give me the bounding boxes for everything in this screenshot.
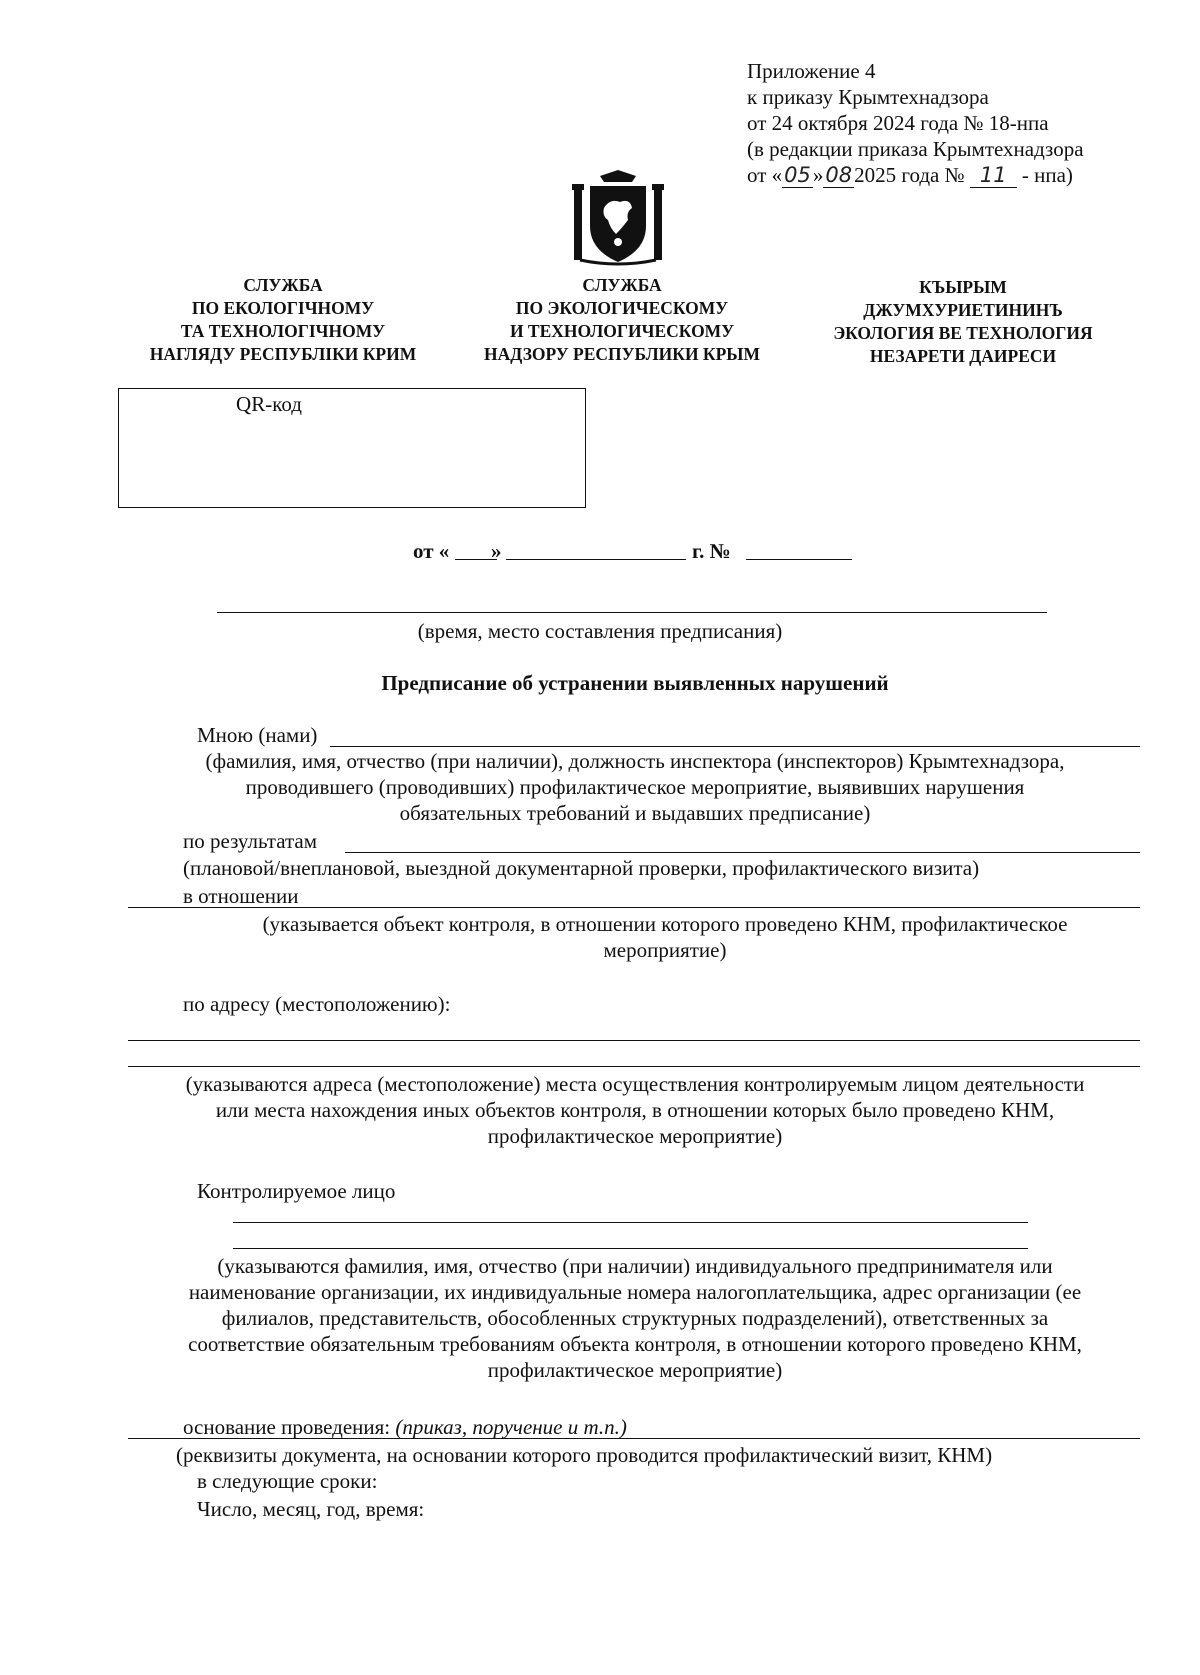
results-caption: (плановой/внеплановой, выездной документарной проверки, профилактического визита) [183, 856, 980, 880]
results-label: по результатам [183, 829, 318, 853]
qr-code-label: QR-код [236, 392, 302, 416]
results-blank-line [345, 852, 1140, 853]
controlled-caption: (указываются фамилия, имя, отчество (при наличии) индивидуального предпринимателя или наименование организации, их индивидуальные номера налогоплательщика, адрес организации (ее филиалов, представительств, обособленных структурных подразделений), ответственных за соответствие обязательным требованиям объекта контроля, в отношении которого проведено КНМ, профилактическое мероприятие) [188, 1254, 1082, 1382]
inspector-blank-line [330, 746, 1140, 747]
regarding-label: в отношении [183, 884, 299, 908]
basis-row [183, 1414, 627, 1440]
year-number-label: г. № [692, 539, 731, 563]
regarding-blank-line [128, 907, 1140, 908]
basis-blank-line [128, 1438, 1140, 1439]
header-ukrainian: СЛУЖБА ПО ЕКОЛОГІЧНОМУ ТА ТЕХНОЛОГІЧНОМУ НАГЛЯДУ РЕСПУБЛІКИ КРИМ [149, 275, 417, 364]
address-blank-line-2 [128, 1066, 1140, 1067]
address-label: по адресу (местоположению): [183, 992, 451, 1016]
appendix-number-suffix: - нпа) [1021, 163, 1073, 187]
appendix-line-3: от 24 октября 2024 года № 18-нпа [747, 111, 1049, 135]
coat-of-arms-emblem [570, 168, 666, 268]
object-caption: (указывается объект контроля, в отношении которого проведено КНМ, профилактическое мероприятие) [262, 912, 1068, 962]
appendix-number-handwritten: 11 [970, 163, 1017, 188]
controlled-blank-line-1 [233, 1222, 1028, 1223]
address-blank-line-1 [128, 1040, 1140, 1041]
terms-label: в следующие сроки: [197, 1469, 378, 1493]
date-close-quote: » [491, 539, 502, 563]
appendix-day-handwritten: 05 [784, 163, 811, 187]
header-crimean-tatar: КЪЫРЫМ ДЖУМХУРИЕТИНИНЪ ЭКОЛОГИЯ ВЕ ТЕХНОЛОГИЯ НЕЗАРЕТИ ДАИРЕСИ [833, 277, 1093, 366]
controlled-person-label: Контролируемое лицо [197, 1179, 396, 1203]
inspector-caption: (фамилия, имя, отчество (при наличии), должность инспектора (инспекторов) Крымтехнадзора, проводившего (проводивших) профилактическое мероприятие, выявивших нарушения обязательных требований и выдавших предписание) [205, 749, 1065, 825]
appendix-date-mid: » [812, 163, 824, 187]
appendix-line-1: Приложение 4 [747, 59, 876, 83]
datetime-label: Число, месяц, год, время: [197, 1497, 425, 1521]
basis-label: основание проведения: [183, 1415, 391, 1439]
address-caption: (указываются адреса (местоположение) места осуществления контролируемым лицом деятельности или места нахождения иных объектов контроля, в отношении которых было проведено КНМ, профилактическое мероприятие) [185, 1072, 1085, 1148]
appendix-line-4: (в редакции приказа Крымтехнадзора [747, 137, 1084, 161]
header-russian: СЛУЖБА ПО ЭКОЛОГИЧЕСКОМУ И ТЕХНОЛОГИЧЕСКОМУ НАДЗОРУ РЕСПУБЛИКИ КРЫМ [483, 275, 761, 364]
appendix-date-prefix: от « [747, 163, 783, 187]
inspector-label: Мною (нами) [197, 723, 318, 747]
document-title: Предписание об устранении выявленных нарушений [381, 671, 889, 695]
controlled-blank-line-2 [233, 1248, 1028, 1249]
basis-caption: (реквизиты документа, на основании которого проводится профилактический визит, КНМ) [176, 1443, 993, 1467]
appendix-line-5 [747, 162, 1073, 188]
place-blank-line [217, 612, 1047, 613]
qr-code-box [118, 388, 586, 508]
date-prefix: от « [413, 539, 450, 563]
month-blank [506, 559, 686, 560]
appendix-line-2: к приказу Крымтехнадзора [747, 85, 989, 109]
appendix-date-year: 2025 года № [854, 163, 965, 187]
place-caption: (время, место составления предписания) [417, 619, 783, 643]
number-blank [746, 559, 852, 560]
appendix-month-handwritten: 08 [825, 163, 853, 187]
basis-value: (приказ, поручение и т.п.) [395, 1415, 627, 1439]
